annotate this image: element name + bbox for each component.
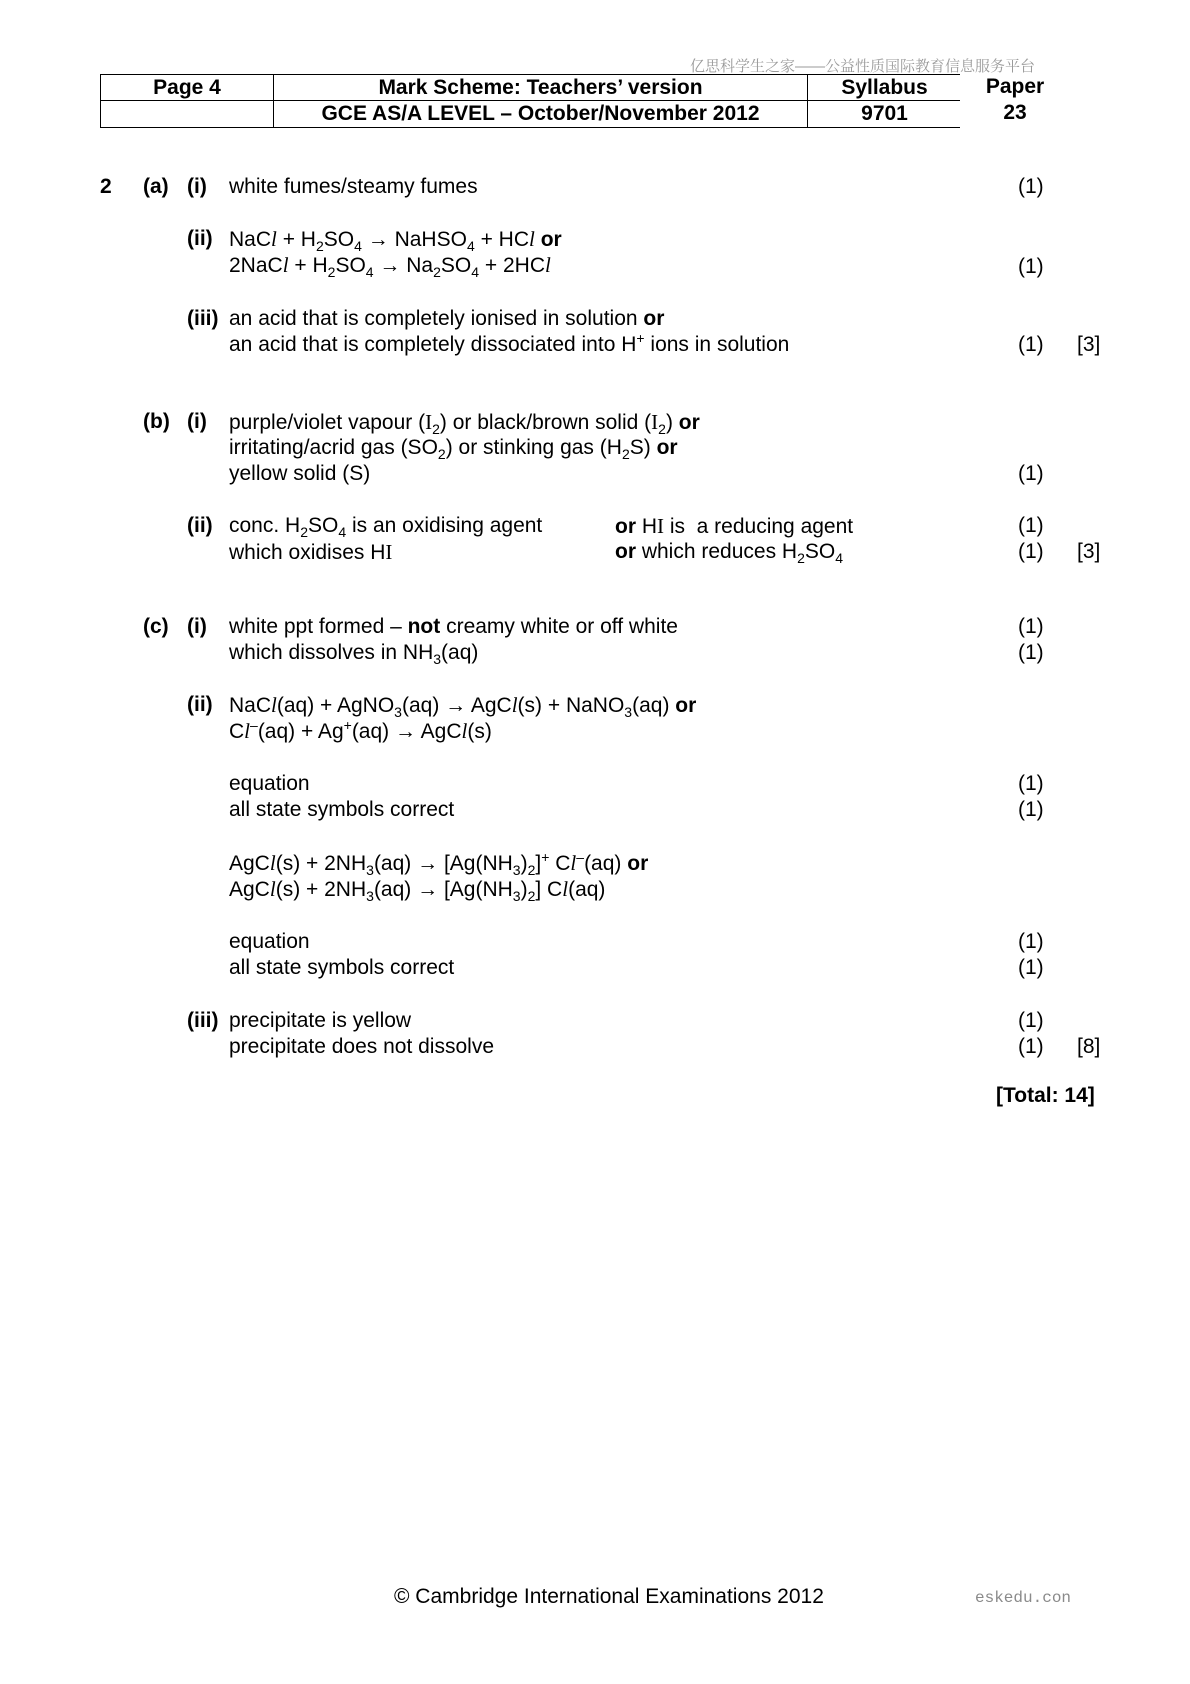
part-c-ii-mark-4: (1): [1018, 956, 1044, 979]
syllabus-label: Syllabus: [841, 76, 928, 99]
part-b-ii-alt1: or HI is a reducing agent: [615, 514, 854, 538]
part-b-i-line2: irritating/acrid gas $(SO_2)$ or stinking gas $(H_2S)$ or: [229, 436, 678, 463]
part-b-i-label: (i): [187, 410, 207, 433]
part-c-ii-equation-4: AgCl(s) + $2NH_3(aq) \to [Ag(NH_3)_2]$ Cl(aq): [229, 877, 606, 905]
part-c-ii-equation-3: AgCl(s) + $2NH_3(aq) \to [Ag(NH_3)_2]^+$ Cl–(aq) or: [229, 849, 649, 879]
part-c-i-line2: which dissolves in $NH_3(aq)$: [229, 641, 479, 668]
part-a-iii-mark: (1): [1018, 333, 1044, 356]
part-c-i-line1: white ppt formed – not creamy white or off white: [229, 615, 678, 638]
part-b-i-line3: yellow solid (S): [229, 462, 371, 485]
part-c-iii-mark-2: (1): [1018, 1035, 1044, 1058]
header-exam: GCE AS/A LEVEL – October/November 2012: [321, 102, 760, 125]
part-c-iii-mark-1: (1): [1018, 1009, 1044, 1032]
part-b-ii-label: (ii): [187, 514, 213, 537]
part-c-ii-equation-label-2: equation: [229, 930, 310, 953]
part-c-ii-label: (ii): [187, 693, 213, 716]
part-c-ii-mark-3: (1): [1018, 930, 1044, 953]
paper-label: Paper: [985, 75, 1045, 98]
grand-total: [Total: 14]: [996, 1084, 1095, 1107]
part-a-iii-line1: an acid that is completely ionised in solution or: [229, 307, 665, 330]
part-c-iii-line2: precipitate does not dissolve: [229, 1035, 494, 1058]
copyright-footer: © Cambridge International Examinations 2012: [394, 1585, 824, 1608]
part-c-ii-equation-label-1: equation: [229, 772, 310, 795]
part-c-ii-mark-2: (1): [1018, 798, 1044, 821]
site-watermark: eskedu.con: [975, 1589, 1072, 1607]
part-a-ii-equation-1: NaCl + $H_2SO_4$ → NaHSO$_4$ + HCl or: [229, 227, 562, 255]
part-a-ii-label: (ii): [187, 227, 213, 250]
header-table: [100, 74, 960, 128]
part-a-ii-mark: (1): [1018, 255, 1044, 278]
part-a-iii-label: (iii): [187, 307, 219, 330]
part-c-ii-state-label-1: all state symbols correct: [229, 798, 455, 821]
part-a-i-text: white fumes/steamy fumes: [229, 175, 478, 198]
part-b-ii-alt2: or which reduces $H_2SO_4$: [615, 540, 844, 567]
part-a-total: [3]: [1077, 333, 1101, 356]
part-c-total: [8]: [1077, 1035, 1101, 1058]
part-c-ii-mark-1: (1): [1018, 772, 1044, 795]
part-b-total: [3]: [1077, 540, 1101, 563]
part-c-ii-equation-1: NaCl(aq) + AgNO$_3$(aq) → AgCl(s) + NaNO$_3$(aq) or: [229, 693, 697, 721]
part-c-label: (c): [143, 615, 169, 638]
part-a-ii-equation-2: 2NaCl + $H_2SO_4 \to Na_2SO_4 + 2HCl$: [229, 253, 551, 281]
part-c-ii-equation-2: Cl–(aq) + Ag+(aq) → AgCl(s): [229, 717, 492, 743]
part-b-ii-mark-1: (1): [1018, 514, 1044, 537]
watermark-text: 亿思科学生之家——公益性质国际教育信息服务平台: [690, 58, 1036, 75]
part-a-label: (a): [143, 175, 169, 198]
page-label: Page 4: [153, 76, 221, 99]
part-a-i-label: (i): [187, 175, 207, 198]
header-title: Mark Scheme: Teachers’ version: [378, 76, 703, 99]
part-b-i-line1: purple/violet vapour $(I_2)$ or black/brown solid $(I_2)$ or: [229, 410, 700, 438]
part-c-iii-line1: precipitate is yellow: [229, 1009, 412, 1032]
part-c-iii-label: (iii): [187, 1009, 219, 1032]
question-number: 2: [100, 175, 112, 198]
paper-number: 23: [1003, 101, 1027, 124]
part-c-i-mark-1: (1): [1018, 615, 1044, 638]
part-a-iii-line2: an acid that is completely dissociated into H+ ions in solution: [229, 330, 790, 356]
part-b-ii-line1: conc. $H_2SO_4$ is an oxidising agent: [229, 514, 543, 541]
part-c-i-label: (i): [187, 615, 207, 638]
part-c-i-mark-2: (1): [1018, 641, 1044, 664]
part-b-ii-mark-2: (1): [1018, 540, 1044, 563]
part-a-i-mark: (1): [1018, 175, 1044, 198]
part-b-label: (b): [143, 410, 170, 433]
part-b-ii-line2: which oxidises HI: [229, 540, 393, 564]
part-c-ii-state-label-2: all state symbols correct: [229, 956, 455, 979]
part-b-i-mark: (1): [1018, 462, 1044, 485]
syllabus-code: 9701: [861, 102, 908, 125]
